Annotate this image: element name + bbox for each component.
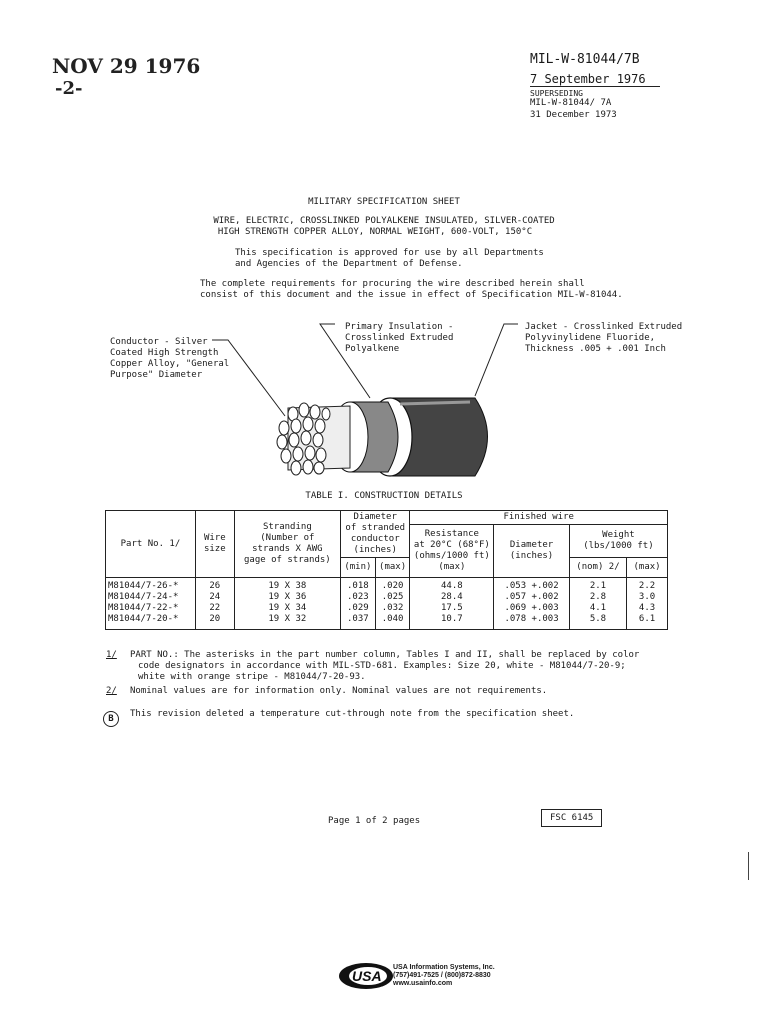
diameter-mins: .018 .023 .029 .037 [341, 578, 376, 630]
approval-line1: This specification is approved for use by all Departments [235, 248, 544, 258]
table-caption: TABLE I. CONSTRUCTION DETAILS [305, 491, 463, 501]
approval-line2: and Agencies of the Department of Defense. [235, 259, 463, 269]
header-wire-size: Wire size [195, 511, 234, 578]
doc-date: 7 September 1976 [530, 72, 660, 87]
construction-details-table [105, 510, 668, 630]
company-info [393, 964, 495, 988]
resistances: 44.8 28.4 17.5 10.7 [410, 578, 494, 630]
superseded-date: 31 December 1973 [530, 110, 617, 120]
requirements-line1: The complete requirements for procuring the wire described herein shall [200, 279, 585, 289]
wire-cross-section-illustration [200, 318, 540, 483]
doc-id: MIL-W-81044/7B [530, 52, 640, 67]
page-number: Page 1 of 2 pages [328, 816, 421, 826]
wire-title-line1: WIRE, ELECTRIC, CROSSLINKED POLYALKENE INSULATED, SILVER-COATED [213, 216, 555, 226]
part-numbers: M81044/7-26-* M81044/7-24-* M81044/7-22-* M81044/7-20-* [106, 578, 196, 630]
header-stranding: Stranding (Number of strands X AWG gage of strands) [234, 511, 340, 578]
sheet-title: MILITARY SPECIFICATION SHEET [308, 197, 460, 207]
fsc-box: FSC 6145 [541, 809, 602, 827]
header-diameter-stranded: Diameter of stranded conductor (inches) [341, 511, 410, 558]
weight-maxes: 2.2 3.0 4.3 6.1 [627, 578, 668, 630]
primary-insulation-label: Primary Insulation - Crosslinked Extruded Polyalkene [345, 322, 454, 354]
revision-note: This revision deleted a temperature cut-through note from the specification sheet. [130, 709, 575, 719]
company-website[interactable]: www.usainfo.com [393, 980, 453, 987]
strandings: 19 X 38 19 X 36 19 X 34 19 X 32 [234, 578, 340, 630]
superseded-id: MIL-W-81044/ 7A [530, 98, 612, 108]
header-weight-nom: (nom) 2/ [569, 558, 626, 578]
header-part-no: Part No. 1/ [106, 511, 196, 578]
diameter-maxes: .020 .025 .032 .040 [375, 578, 410, 630]
jacket-label: Jacket - Crosslinked Extruded Polyvinylidene Fluoride, Thickness .005 + .001 Inch [525, 322, 683, 354]
header-diameter: Diameter (inches) [494, 525, 570, 578]
usa-logo [338, 962, 394, 990]
header-resistance: Resistance at 20°C (68°F) (ohms/1000 ft) (max) [410, 525, 494, 578]
header-weight-max: (max) [627, 558, 668, 578]
wire-sizes: 26 24 22 20 [195, 578, 234, 630]
table-row [106, 578, 668, 630]
header-min: (min) [341, 558, 376, 578]
conductor-label: Conductor - Silver Coated High Strength Copper Alloy, "General Purpose" Diameter [110, 337, 230, 380]
footnote-2: Nominal values are for information only. Nominal values are not requirements. [130, 686, 548, 696]
superseding-label: SUPERSEDING [530, 89, 583, 98]
company-name: USA Information Systems, Inc. [393, 964, 495, 971]
finished-diameters: .053 +.002 .057 +.002 .069 +.003 .078 +.003 [494, 578, 570, 630]
header-max: (max) [375, 558, 410, 578]
handwritten-page-mark: -2- [55, 78, 83, 99]
header-finished-wire: Finished wire [410, 511, 668, 525]
header-weight: Weight (lbs/1000 ft) [569, 525, 667, 558]
scan-artifact [748, 852, 749, 880]
footnote-1: PART NO.: The asterisks in the part number column, Tables I and II, shall be replaced by color code designators in accordance with MIL-STD-681. Examples: Size 20, white - M81044/7-20-9; white with orange stripe - M81044/7-20-93. [130, 650, 640, 682]
usa-logo-text: USA [352, 968, 382, 984]
requirements-line2: consist of this document and the issue in effect of Specification MIL-W-81044. [200, 290, 623, 300]
wire-title-line2: HIGH STRENGTH COPPER ALLOY, NORMAL WEIGHT, 600-VOLT, 150°C [217, 227, 533, 237]
footnote-1-marker: 1/ [106, 650, 117, 660]
revision-b-marker: B [103, 706, 119, 727]
footnote-2-marker: 2/ [106, 686, 117, 696]
weight-noms: 2.1 2.8 4.1 5.8 [569, 578, 626, 630]
handwritten-date: NOV 29 1976 [52, 54, 201, 78]
company-phone: (757)491-7525 / (800)872-8830 [393, 972, 491, 979]
